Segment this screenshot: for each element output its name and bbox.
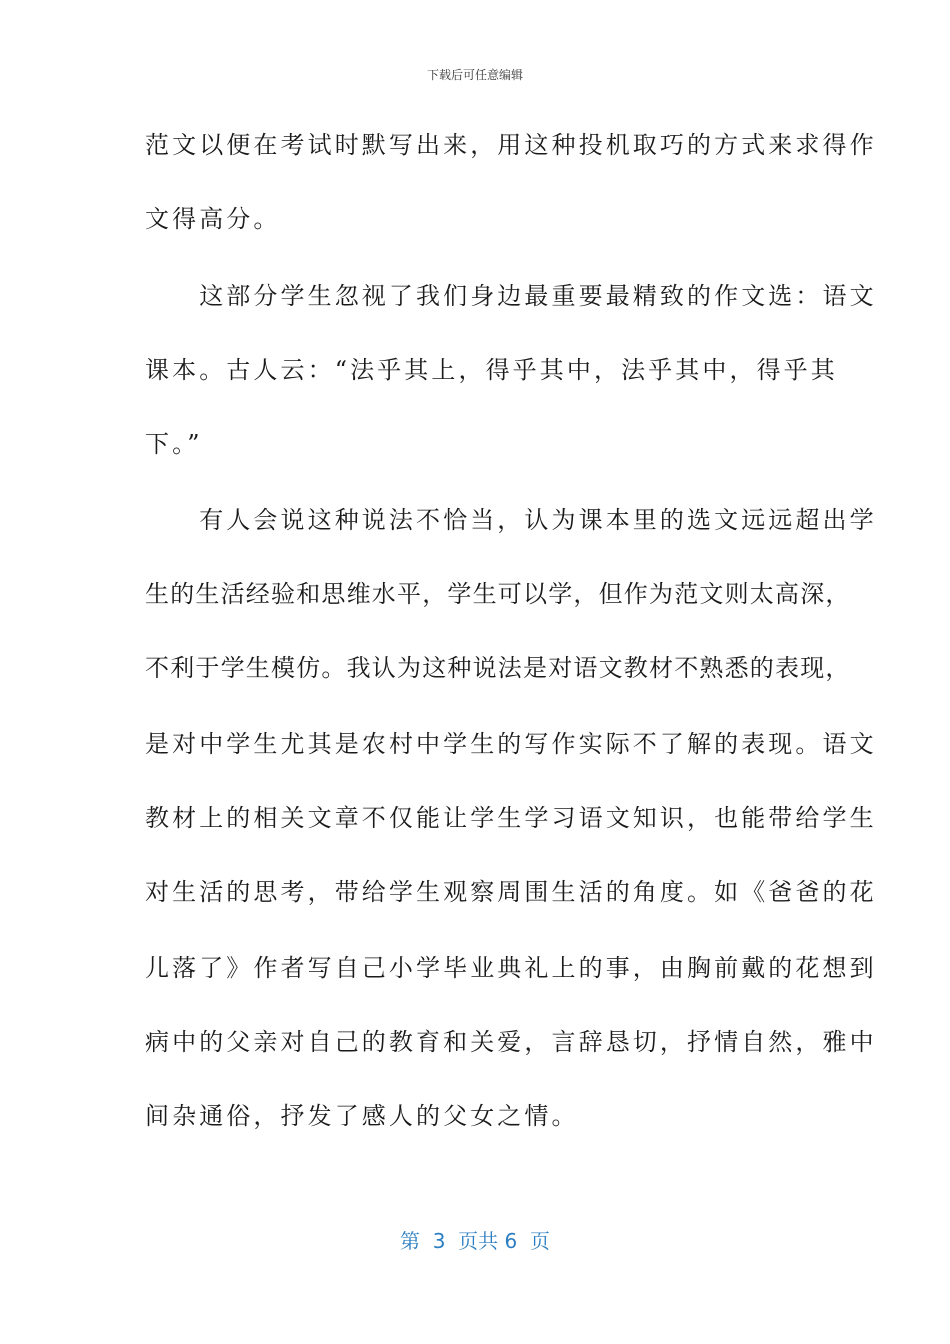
body-line-14: 间杂通俗，抒发了感人的父女之情。 (145, 1102, 579, 1130)
body-line-7: 生的生活经验和思维水平，学生可以学，但作为范文则太高深， (145, 580, 851, 608)
body-line-6: 有人会说这种说法不恰当，认为课本里的选文远远超出学 (145, 506, 877, 534)
body-line-10: 教材上的相关文章不仅能让学生学习语文知识，也能带给学生 (145, 804, 877, 832)
body-line-2: 文得高分。 (145, 205, 281, 233)
page-number-footer: 第 3 页共 6 页 (400, 1229, 550, 1253)
body-line-9: 是对中学生尤其是农村中学生的写作实际不了解的表现。语文 (145, 730, 877, 758)
body-line-13: 病中的父亲对自己的教育和关爱，言辞恳切，抒情自然，雅中 (145, 1028, 877, 1056)
body-line-11: 对生活的思考，带给学生观察周围生活的角度。如《爸爸的花 (145, 878, 877, 906)
body-line-3: 这部分学生忽视了我们身边最重要最精致的作文选：语文 (145, 282, 877, 310)
body-line-12: 儿落了》作者写自己小学毕业典礼上的事，由胸前戴的花想到 (145, 954, 877, 982)
body-line-4: 课本。古人云：“法乎其上，得乎其中，法乎其中，得乎其 (145, 356, 838, 384)
body-line-1: 范文以便在考试时默写出来，用这种投机取巧的方式来求得作 (145, 131, 877, 159)
body-line-8: 不利于学生模仿。我认为这种说法是对语文教材不熟悉的表现， (145, 654, 851, 682)
body-line-5: 下。” (145, 430, 203, 458)
page-header-note: 下载后可任意编辑 (426, 68, 523, 82)
